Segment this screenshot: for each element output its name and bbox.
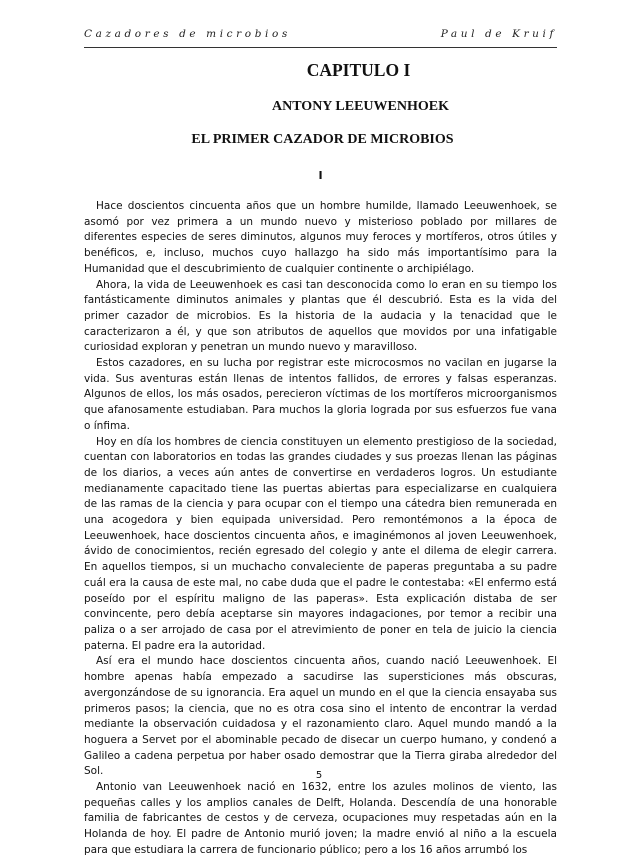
paragraph: Ahora, la vida de Leeuwenhoek es casi tan desconocida como lo eran en su tiempo los fantásticamente diminutos animales y plantas que él descubrió. Esta es la vida del primer cazador de microbios. Es la historia de la audacia y la tenacidad que le caracterizaron a él, y que son atributos de aquellos que movidos por una infatigable curiosidad exploran y penetran un mundo nuevo y maravilloso.	[84, 278, 557, 354]
paragraph: Antonio van Leeuwenhoek nació en 1632, entre los azules molinos de viento, las pequeñas calles y los amplios canales de Delft, Holanda. Descendía de una honorable familia de fabricantes de cestos y de cerveza, ocupaciones muy respetadas aún en la Holanda de hoy. El padre de Antonio murió joven; la madre envió al niño a la escuela para que estudiara la carrera de funcionario público; pero a los 16 años arrumbó los	[84, 781, 557, 856]
page-number: 5	[315, 770, 323, 781]
paragraph: Estos cazadores, en su lucha por registrar este microcosmos no vacilan en jugarse la vida. Sus aventuras están llenas de intentos fallidos, de errores y falsas esperanzas. Algunos de ellos, los más osados, perecieron víctimas de los mortíferos microorganismos que afanosamente estudiaban. Para muchos la gloria lograda por sus esfuerzos fue vana o ínfima.	[84, 357, 557, 432]
book-title: Cazadores de microbios	[84, 28, 291, 40]
chapter-person: ANTONY LEEUWENHOEK	[272, 99, 449, 114]
running-header	[84, 28, 557, 40]
chapter-heading	[84, 59, 557, 183]
paragraph: Así era el mundo hace doscientos cincuenta años, cuando nació Leeuwenhoek. El hombre apenas había empezado a sacudirse las supersticiones más obscuras, avergonzándose de su ignorancia. Era aquel un mundo en el que la ciencia ensayaba sus primeros pasos; la ciencia, que no es otra cosa sino el intento de encontrar la verdad mediante la observación cuidadosa y el razonamiento claro. Aquel mundo mandó a la hoguera a Servet por el abominable pecado de disecar un cuerpo humano, y condenó a Galileo a cadena perpetua por haber osado demostrar que la Tierra giraba alrededor del Sol.	[84, 655, 557, 778]
paragraph: Hoy en día los hombres de ciencia constituyen un elemento prestigioso de la sociedad, cuentan con laboratorios en todas las grandes ciudades y sus proezas llenan las páginas de los diarios, a veces aún antes de convertirse en verdaderos logros. Un estudiante medianamente capacitado tiene las puertas abiertas para especializarse en cualquiera de las ramas de la ciencia y para ocupar con el tiempo una cátedra bien remunerada en una acogedora y bien equipada universidad. Pero remontémonos a la época de Leeuwenhoek, hace doscientos cincuenta años, e imaginémonos al joven Leeuwenhoek, ávido de conocimientos, recién egresado del colegio y ante el dilema de elegir carrera. En aquellos tiempos, si un muchacho convaleciente de paperas preguntaba a su padre cuál era la causa de este mal, no cabe duda que el padre le contestaba: «El enfermo está poseído por el espíritu maligno de las paperas». Esta explicación distaba de ser convincente, pero debía aceptarse sin mayores indagaciones, por temor a recibir una paliza o a ser arrojado de casa por el atrevimiento de poner en tela de juicio la ciencia paterna. El padre era la autoridad.	[84, 435, 557, 652]
paragraph: Hace doscientos cincuenta años que un hombre humilde, llamado Leeuwenhoek, se asomó por vez primera a un mundo nuevo y misterioso poblado por millares de diferentes especies de seres diminutos, algunos muy feroces y mortíferos, otros útiles y benéficos, e, incluso, muchos cuyo hallazgo ha sido más importantísimo para la Humanidad que el descubrimiento de cualquier continente o archipiélago.	[84, 200, 557, 275]
header-rule	[84, 47, 557, 48]
body-text	[84, 199, 557, 859]
chapter-title: CAPITULO I	[306, 60, 411, 80]
author-name: Paul de Kruif	[440, 28, 557, 40]
chapter-subtitle: EL PRIMER CAZADOR DE MICROBIOS	[191, 132, 454, 147]
section-number: I	[318, 169, 323, 182]
